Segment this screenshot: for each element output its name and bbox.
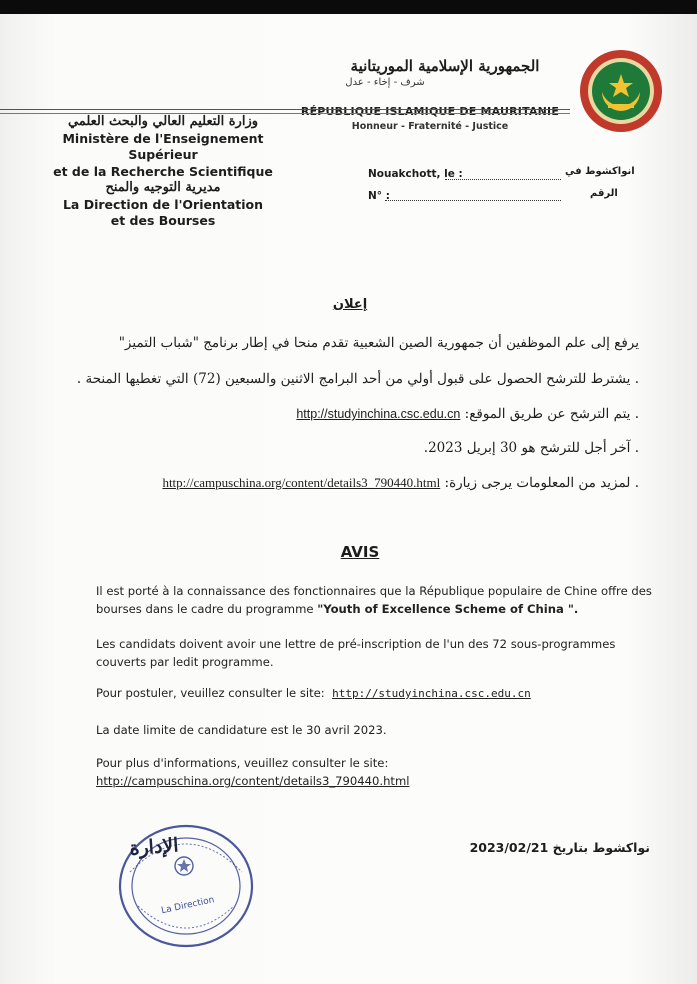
french-studyinchina-link[interactable]: http://studyinchina.csc.edu.cn bbox=[332, 687, 531, 700]
french-more-info-text: Pour plus d'informations, veuillez consulter le site: bbox=[96, 756, 389, 770]
header-french-motto: Honneur - Fraternité - Justice bbox=[351, 121, 509, 132]
arabic-campuschina-link[interactable]: http://campuschina.org/content/details3_790440.html bbox=[162, 475, 441, 490]
header-arabic-motto: شرف - إخاء - عدل bbox=[345, 77, 425, 88]
stamp-administration-label: الإدارة bbox=[128, 834, 180, 860]
direction-arabic: مديرية التوجيه والمنح bbox=[105, 180, 221, 195]
ministry-french-line1: Ministère de l'Enseignement Supérieur bbox=[62, 130, 264, 162]
direction-french-line1: La Direction de l'Orientation bbox=[62, 196, 264, 212]
french-paragraph-2: Les candidats doivent avoir une lettre de pré-inscription de l'un des 72 sous-programmes couverts par ledit programme. bbox=[96, 637, 616, 669]
nouakchott-date-label: Nouakchott, le : bbox=[368, 168, 463, 180]
french-paragraph-1 bbox=[96, 582, 656, 618]
french-p1-text: Il est porté à la connaissance des fonctionnaires que la République populaire de Chine offre des bourses dans le cadre du programme bbox=[96, 584, 652, 616]
top-black-bar bbox=[0, 0, 697, 14]
french-paragraph-3 bbox=[96, 684, 656, 703]
national-seal-icon bbox=[578, 48, 664, 134]
french-notice-title: AVIS bbox=[340, 543, 380, 561]
arabic-apply-text: . يتم الترشح عن طريق الموقع: bbox=[464, 406, 639, 422]
arabic-notice-deadline: . آخر أجل للترشح هو 30 إبريل 2023. bbox=[423, 440, 639, 456]
date-dotted-line bbox=[445, 179, 561, 180]
arabic-notice-line3 bbox=[296, 406, 639, 422]
french-campuschina-link[interactable]: http://campuschina.org/content/details3_790440.html bbox=[96, 774, 410, 788]
arabic-more-info-text: . لمزيد من المعلومات يرجى زيارة: bbox=[444, 475, 639, 491]
header-rule bbox=[0, 109, 570, 110]
document-page bbox=[0, 14, 697, 984]
header-french-republic: RÉPUBLIQUE ISLAMIQUE DE MAURITANIE bbox=[300, 105, 560, 118]
program-name: "Youth of Excellence Scheme of China ". bbox=[317, 602, 579, 616]
arabic-notice-line2: . يشترط للترشح الحصول على قبول أولي من أحد البرامج الاثنين والسبعين (72) التي تغطيها المنحة . bbox=[76, 371, 639, 387]
french-paragraph-5 bbox=[96, 754, 656, 790]
header-arabic-republic: الجمهورية الإسلامية الموريتانية bbox=[350, 57, 540, 75]
arabic-notice-line5 bbox=[162, 475, 639, 491]
stamp-direction-label: La Direction bbox=[160, 895, 216, 917]
arabic-notice-line1: يرفع إلى علم الموظفين أن جمهورية الصين الشعبية تقدم منحا في إطار برنامج "شباب التميز" bbox=[118, 335, 639, 351]
reference-number-label-arabic: الرقم bbox=[590, 188, 618, 199]
ministry-block bbox=[28, 114, 298, 230]
nouakchott-date-label-arabic: انواكشوط في bbox=[565, 166, 635, 177]
number-dotted-line bbox=[385, 200, 561, 201]
ministry-arabic: وزارة التعليم العالي والبحث العلمي bbox=[67, 114, 259, 129]
reference-number-label: N° : bbox=[368, 190, 390, 202]
direction-french-line2: et des Bourses bbox=[110, 213, 216, 228]
arabic-notice-title: إعلان bbox=[332, 297, 368, 312]
ministry-french-line2: et de la Recherche Scientifique bbox=[53, 163, 273, 179]
french-deadline: La date limite de candidature est le 30 avril 2023. bbox=[96, 723, 387, 737]
french-apply-text: Pour postuler, veuillez consulter le site: bbox=[96, 686, 325, 700]
arabic-studyinchina-link[interactable]: http://studyinchina.csc.edu.cn bbox=[296, 407, 461, 421]
signature-date: نواكشوط بتاريخ 2023/02/21 bbox=[469, 840, 650, 855]
